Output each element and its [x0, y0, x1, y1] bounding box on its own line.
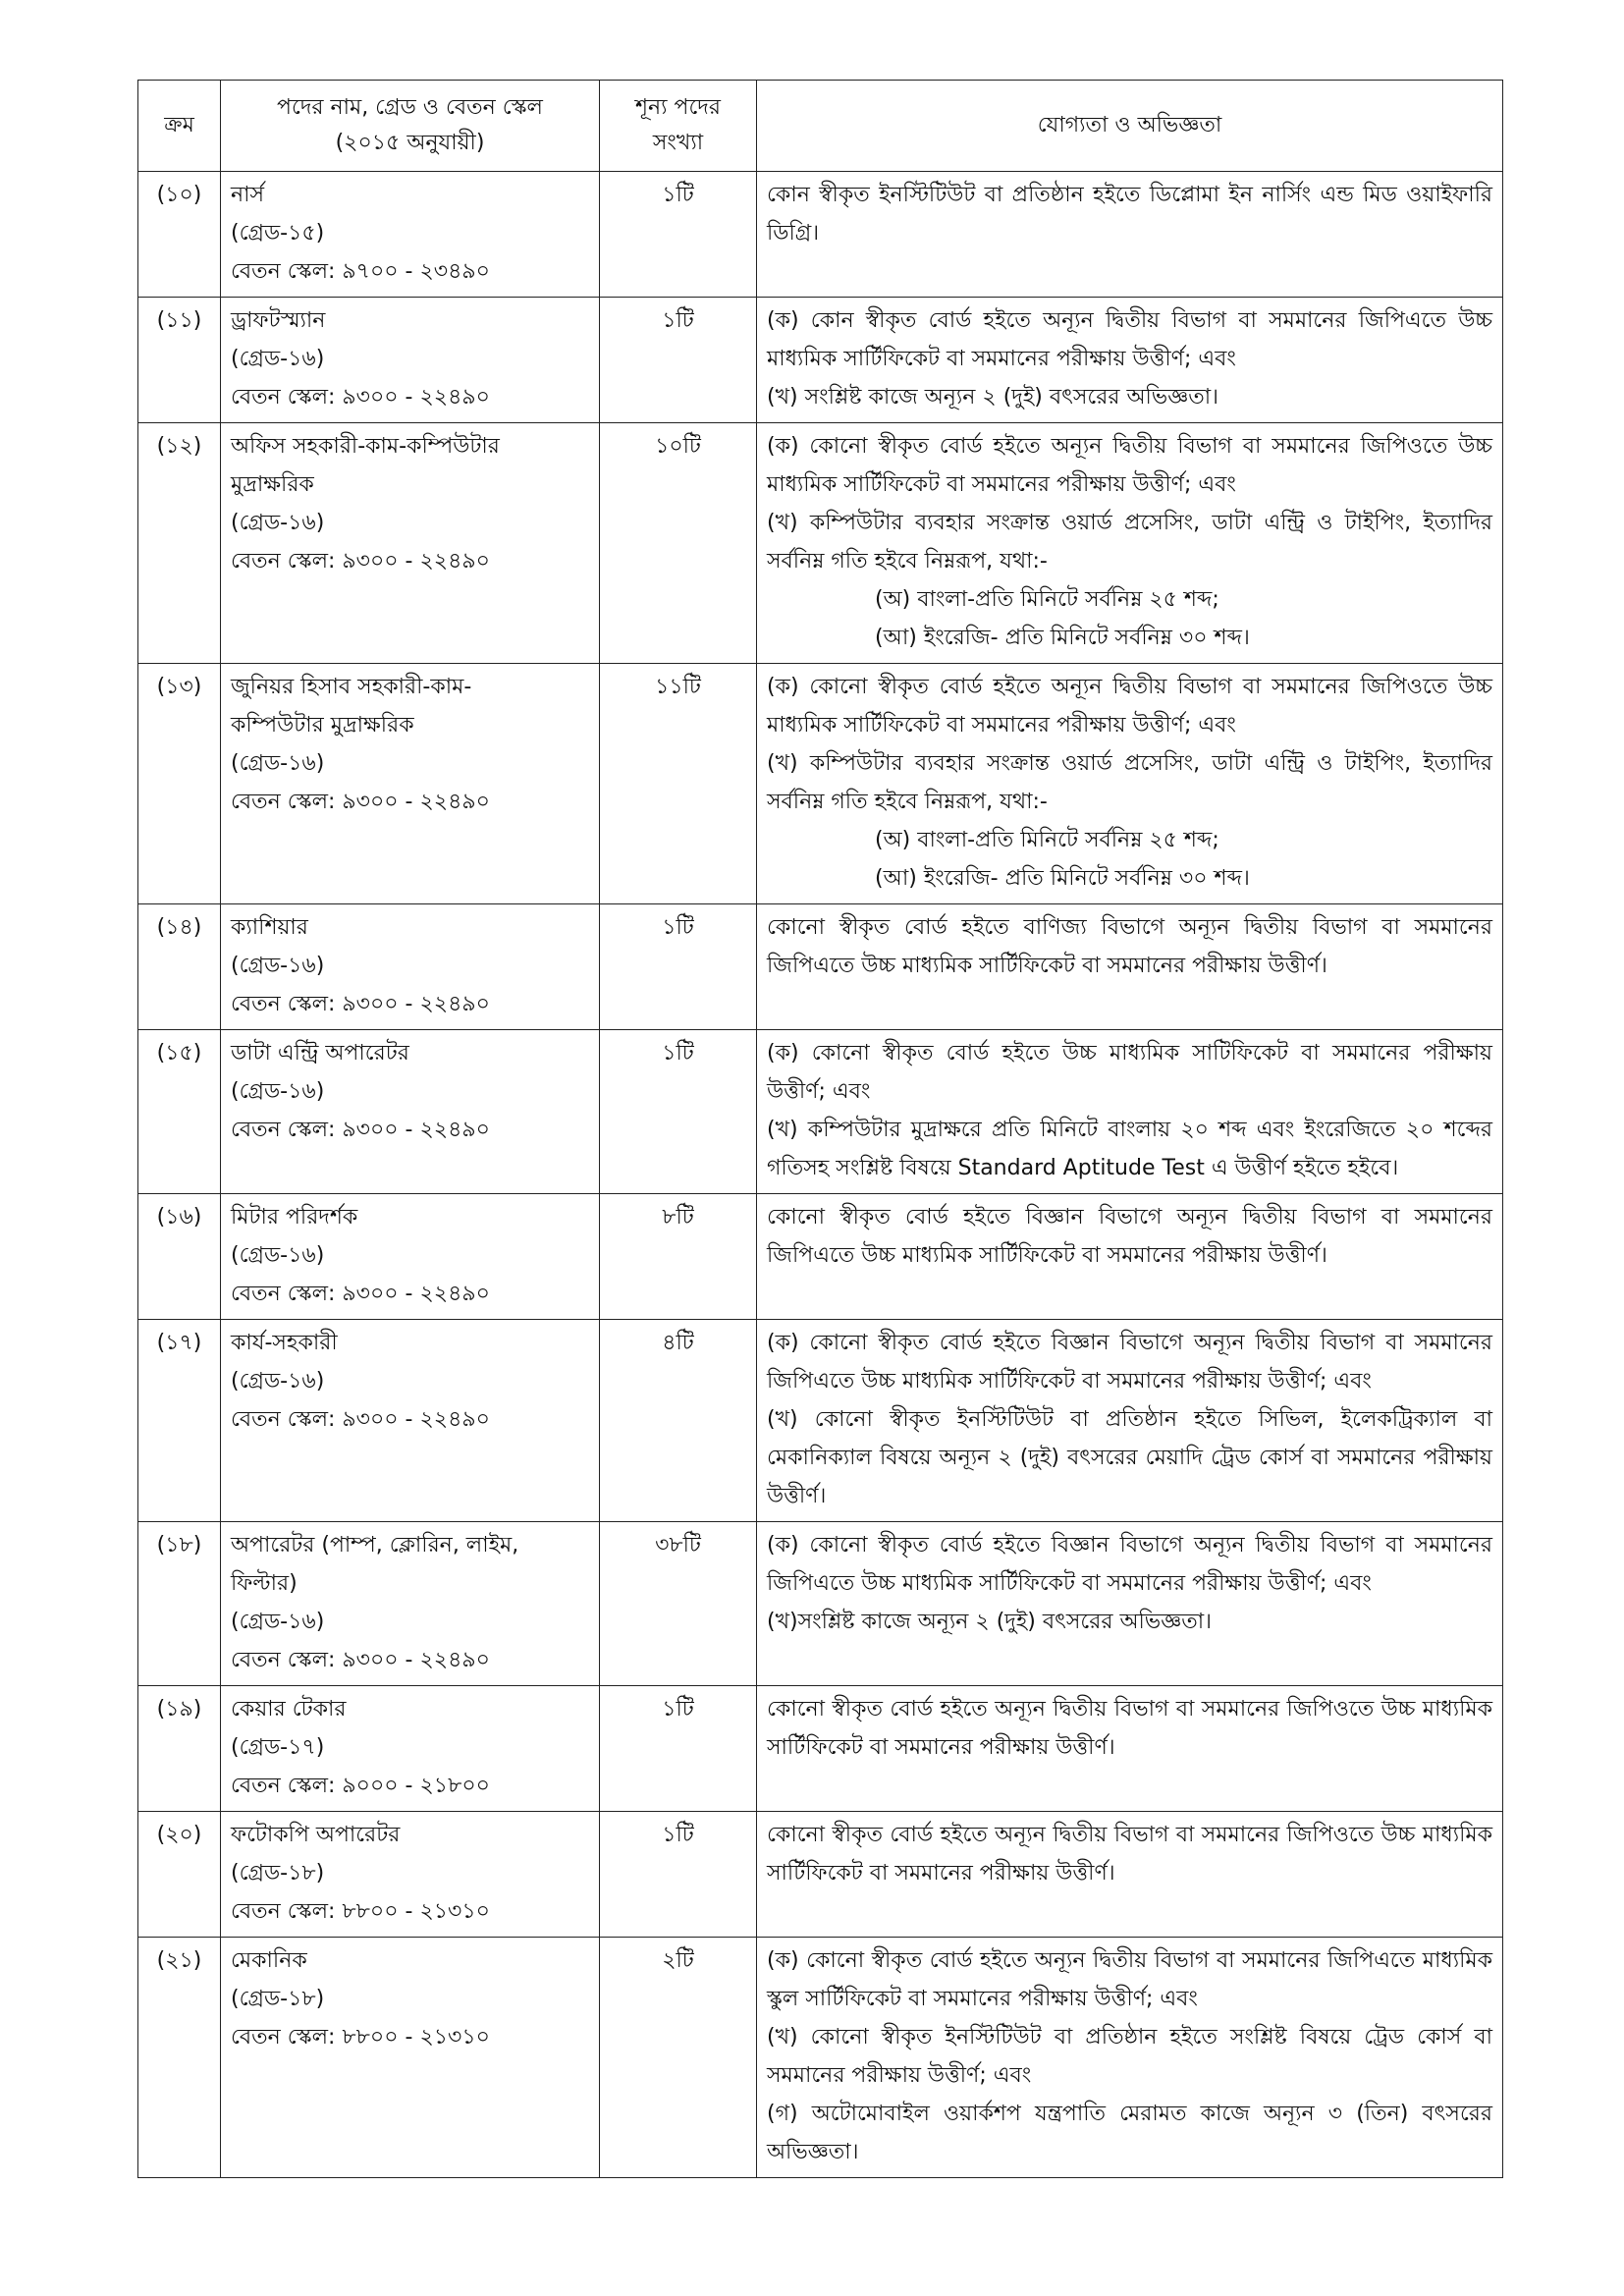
row-serial: (১৬) — [138, 1194, 221, 1320]
post-line: বেতন স্কেল: ৯৭০০ - ২৩৪৯০ — [231, 259, 490, 284]
header-count-line: সংখ্যা — [652, 131, 704, 155]
post-line: (গ্রেড-১৬) — [231, 347, 325, 371]
post-line: বেতন স্কেল: ৯৩০০ - ২২৪৯০ — [231, 790, 490, 814]
post-line: (গ্রেড-১৬) — [231, 511, 325, 535]
row-post — [221, 172, 600, 298]
header-post — [221, 81, 600, 172]
row-qualification — [757, 664, 1503, 904]
header-serial: ক্রম — [138, 81, 221, 172]
post-line: বেতন স্কেল: ৯৩০০ - ২২৪৯০ — [231, 549, 490, 574]
row-serial: (১৪) — [138, 904, 221, 1030]
table-row — [138, 172, 1503, 298]
qualification-paragraph: (খ) কম্পিউটার মুদ্রাক্ষরে প্রতি মিনিটে বাংলায় ২০ শব্দ এবং ইংরেজিতে ২০ শব্দের গতিসহ সংশ্লিষ্ট বিষয়ে Standard Aptitude Test এ উত্তীর্ণ হইতে হইবে। — [767, 1118, 1492, 1180]
row-serial: (২১) — [138, 1938, 221, 2178]
row-post — [221, 298, 600, 423]
row-post — [221, 1812, 600, 1938]
row-vacancy-count: ১টি — [600, 1812, 757, 1938]
post-line: ফিল্টার) — [231, 1571, 298, 1596]
table-row — [138, 423, 1503, 664]
qualification-paragraph: (ক) কোনো স্বীকৃত বোর্ড হইতে অন্যূন দ্বিতীয় বিভাগ বা সমমানের জিপিওতে উচ্চ মাধ্যমিক সার্টিফিকেট বা সমমানের পরীক্ষায় উত্তীর্ণ; এবং — [767, 434, 1492, 497]
post-line: মেকানিক — [231, 1948, 307, 1973]
qualification-paragraph: কোনো স্বীকৃত বোর্ড হইতে বিজ্ঞান বিভাগে অন্যূন দ্বিতীয় বিভাগ বা সমমানের জিপিএতে উচ্চ মাধ্যমিক সার্টিফিকেট বা সমমানের পরীক্ষায় উত্তীর্ণ। — [767, 1205, 1492, 1268]
post-line: জুনিয়র হিসাব সহকারী-কাম- — [231, 675, 472, 699]
row-serial: (১৭) — [138, 1320, 221, 1522]
qualification-paragraph: কোনো স্বীকৃত বোর্ড হইতে অন্যূন দ্বিতীয় বিভাগ বা সমমানের জিপিওতে উচ্চ মাধ্যমিক সার্টিফিকেট বা সমমানের পরীক্ষায় উত্তীর্ণ। — [767, 1823, 1492, 1886]
post-line: কম্পিউটার মুদ্রাক্ষরিক — [231, 713, 414, 738]
row-vacancy-count: ৪টি — [600, 1320, 757, 1522]
row-post — [221, 904, 600, 1030]
qualification-paragraph: (ক) কোনো স্বীকৃত বোর্ড হইতে অন্যূন দ্বিতীয় বিভাগ বা সমমানের জিপিওতে উচ্চ মাধ্যমিক সার্টিফিকেট বা সমমানের পরীক্ষায় উত্তীর্ণ; এবং — [767, 675, 1492, 738]
post-line: বেতন স্কেল: ৮৮০০ - ২১৩১০ — [231, 2025, 490, 2050]
post-line: বেতন স্কেল: ৯৩০০ - ২২৪৯০ — [231, 1648, 490, 1672]
post-line: (গ্রেড-১৮) — [231, 1987, 325, 2011]
qualification-subitem: (আ) ইংরেজি- প্রতি মিনিটে সর্বনিম্ন ৩০ শব্দ। — [875, 626, 1250, 650]
post-line: বেতন স্কেল: ৯০০০ - ২১৮০০ — [231, 1774, 490, 1798]
post-line: বেতন স্কেল: ৮৮০০ - ২১৩১০ — [231, 1899, 490, 1924]
row-vacancy-count: ৮টি — [600, 1194, 757, 1320]
row-qualification — [757, 1812, 1503, 1938]
row-qualification — [757, 1030, 1503, 1194]
post-line: বেতন স্কেল: ৯৩০০ - ২২৪৯০ — [231, 1407, 490, 1432]
row-qualification — [757, 1686, 1503, 1812]
table-row — [138, 1320, 1503, 1522]
row-vacancy-count: ১১টি — [600, 664, 757, 904]
qualification-paragraph: (ক) কোনো স্বীকৃত বোর্ড হইতে বিজ্ঞান বিভাগে অন্যূন দ্বিতীয় বিভাগ বা সমমানের জিপিএতে উচ্চ মাধ্যমিক সার্টিফিকেট বা সমমানের পরীক্ষায় উত্তীর্ণ; এবং — [767, 1533, 1492, 1596]
qualification-paragraph: (খ) কোনো স্বীকৃত ইনস্টিটিউট বা প্রতিষ্ঠান হইতে সিভিল, ইলেকট্রিক্যাল বা মেকানিক্যাল বিষয়ে অন্যূন ২ (দুই) বৎসরের মেয়াদি ট্রেড কোর্স বা সমমানের পরীক্ষায় উত্তীর্ণ। — [767, 1407, 1492, 1508]
row-vacancy-count: ২টি — [600, 1938, 757, 2178]
post-line: (গ্রেড-১৬) — [231, 1079, 325, 1104]
qualification-paragraph: কোনো স্বীকৃত বোর্ড হইতে বাণিজ্য বিভাগে অন্যূন দ্বিতীয় বিভাগ বা সমমানের জিপিএতে উচ্চ মাধ্যমিক সার্টিফিকেট বা সমমানের পরীক্ষায় উত্তীর্ণ। — [767, 915, 1492, 978]
qualification-paragraph: কোনো স্বীকৃত বোর্ড হইতে অন্যূন দ্বিতীয় বিভাগ বা সমমানের জিপিওতে উচ্চ মাধ্যমিক সার্টিফিকেট বা সমমানের পরীক্ষায় উত্তীর্ণ। — [767, 1697, 1492, 1760]
row-vacancy-count: ১টি — [600, 172, 757, 298]
post-line: বেতন স্কেল: ৯৩০০ - ২২৪৯০ — [231, 1118, 490, 1142]
table-row — [138, 664, 1503, 904]
qualification-subitem: (আ) ইংরেজি- প্রতি মিনিটে সর্বনিম্ন ৩০ শব্দ। — [875, 866, 1250, 891]
row-post — [221, 1320, 600, 1522]
table-row — [138, 1194, 1503, 1320]
qualification-paragraph: (ক) কোনো স্বীকৃত বোর্ড হইতে বিজ্ঞান বিভাগে অন্যূন দ্বিতীয় বিভাগ বা সমমানের জিপিএতে উচ্চ মাধ্যমিক সার্টিফিকেট বা সমমানের পরীক্ষায় উত্তীর্ণ; এবং — [767, 1331, 1492, 1394]
row-vacancy-count: ১টি — [600, 298, 757, 423]
qualification-paragraph: (খ) কম্পিউটার ব্যবহার সংক্রান্ত ওয়ার্ড প্রসেসিং, ডাটা এন্ট্রি ও টাইপিং, ইত্যাদির সর্বনিম্ন গতি হইবে নিম্নরূপ, যথা:- — [767, 751, 1492, 814]
row-post — [221, 1030, 600, 1194]
row-post — [221, 1938, 600, 2178]
row-vacancy-count: ১টি — [600, 1030, 757, 1194]
row-post — [221, 1522, 600, 1686]
qualification-paragraph: (খ) কম্পিউটার ব্যবহার সংক্রান্ত ওয়ার্ড প্রসেসিং, ডাটা এন্ট্রি ও টাইপিং, ইত্যাদির সর্বনিম্ন গতি হইবে নিম্নরূপ, যথা:- — [767, 511, 1492, 574]
row-post — [221, 1686, 600, 1812]
post-line: অফিস সহকারী-কাম-কম্পিউটার — [231, 434, 500, 459]
post-line: (গ্রেড-১৬) — [231, 751, 325, 776]
header-qualification: যোগ্যতা ও অভিজ্ঞতা — [757, 81, 1503, 172]
table-row — [138, 1030, 1503, 1194]
post-line: অপারেটর (পাম্প, ক্লোরিন, লাইম, — [231, 1533, 519, 1558]
row-post — [221, 1194, 600, 1320]
post-line: ড্রাফটস্ম্যান — [231, 308, 326, 333]
row-vacancy-count: ১টি — [600, 904, 757, 1030]
post-line: (গ্রেড-১৬) — [231, 954, 325, 978]
row-qualification — [757, 1320, 1503, 1522]
header-count — [600, 81, 757, 172]
row-post — [221, 423, 600, 664]
qualification-paragraph: কোন স্বীকৃত ইনস্টিটিউট বা প্রতিষ্ঠান হইতে ডিপ্লোমা ইন নার্সিং এন্ড মিড ওয়াইফারি ডিগ্রি। — [767, 183, 1492, 246]
table-row — [138, 1686, 1503, 1812]
post-line: (গ্রেড-১৫) — [231, 221, 325, 246]
row-serial: (১৩) — [138, 664, 221, 904]
qualification-paragraph: (ক) কোনো স্বীকৃত বোর্ড হইতে অন্যূন দ্বিতীয় বিভাগ বা সমমানের জিপিএতে মাধ্যমিক স্কুল সার্টিফিকেট বা সমমানের পরীক্ষায় উত্তীর্ণ; এবং — [767, 1948, 1492, 2011]
row-vacancy-count: ১০টি — [600, 423, 757, 664]
table-row — [138, 904, 1503, 1030]
qualification-paragraph: (গ) অটোমোবাইল ওয়ার্কশপ যন্ত্রপাতি মেরামত কাজে অন্যূন ৩ (তিন) বৎসরের অভিজ্ঞতা। — [767, 2102, 1492, 2164]
row-serial: (১৯) — [138, 1686, 221, 1812]
qualification-paragraph: (খ) সংশ্লিষ্ট কাজে অন্যূন ২ (দুই) বৎসরের অভিজ্ঞতা। — [767, 385, 1219, 410]
post-line: ডাটা এন্ট্রি অপারেটর — [231, 1041, 409, 1066]
post-line: বেতন স্কেল: ৯৩০০ - ২২৪৯০ — [231, 385, 490, 410]
header-post-line: (২০১৫ অনুযায়ী) — [335, 131, 485, 155]
table-row — [138, 1812, 1503, 1938]
table-header-row — [138, 81, 1503, 172]
table-row — [138, 298, 1503, 423]
qualification-subitem: (অ) বাংলা-প্রতি মিনিটে সর্বনিম্ন ২৫ শব্দ; — [875, 828, 1219, 852]
post-line: ফটোকপি অপারেটর — [231, 1823, 401, 1847]
qualification-paragraph: (খ)সংশ্লিষ্ট কাজে অন্যূন ২ (দুই) বৎসরের অভিজ্ঞতা। — [767, 1610, 1213, 1634]
row-vacancy-count: ১টি — [600, 1686, 757, 1812]
post-line: (গ্রেড-১৬) — [231, 1369, 325, 1394]
qualification-table — [137, 80, 1503, 2178]
post-line: (গ্রেড-১৮) — [231, 1861, 325, 1886]
qualification-paragraph: (ক) কোন স্বীকৃত বোর্ড হইতে অন্যূন দ্বিতীয় বিভাগ বা সমমানের জিপিএতে উচ্চ মাধ্যমিক সার্টিফিকেট বা সমমানের পরীক্ষায় উত্তীর্ণ; এবং — [767, 308, 1492, 371]
row-qualification — [757, 904, 1503, 1030]
post-line: মিটার পরিদর্শক — [231, 1205, 358, 1230]
row-qualification — [757, 298, 1503, 423]
post-line: বেতন স্কেল: ৯৩০০ - ২২৪৯০ — [231, 992, 490, 1016]
header-post-line: পদের নাম, গ্রেড ও বেতন স্কেল — [277, 95, 543, 120]
table-body — [138, 172, 1503, 2178]
post-line: (গ্রেড-১৬) — [231, 1610, 325, 1634]
post-line: মুদ্রাক্ষরিক — [231, 472, 314, 497]
row-serial: (২০) — [138, 1812, 221, 1938]
row-qualification — [757, 423, 1503, 664]
qualification-paragraph: (ক) কোনো স্বীকৃত বোর্ড হইতে উচ্চ মাধ্যমিক সাটিফিকেট বা সমমানের পরীক্ষায় উত্তীর্ণ; এবং — [767, 1041, 1492, 1104]
row-serial: (১২) — [138, 423, 221, 664]
row-serial: (১৮) — [138, 1522, 221, 1686]
post-line: কার্য-সহকারী — [231, 1331, 338, 1355]
post-line: ক্যাশিয়ার — [231, 915, 308, 940]
row-qualification — [757, 1522, 1503, 1686]
header-count-line: শূন্য পদের — [635, 95, 721, 120]
post-line: নার্স — [231, 183, 265, 207]
row-serial: (১৫) — [138, 1030, 221, 1194]
row-serial: (১১) — [138, 298, 221, 423]
post-line: বেতন স্কেল: ৯৩০০ - ২২৪৯০ — [231, 1282, 490, 1306]
table-row — [138, 1938, 1503, 2178]
post-line: কেয়ার টেকার — [231, 1697, 347, 1722]
post-line: (গ্রেড-১৬) — [231, 1243, 325, 1268]
qualification-paragraph: (খ) কোনো স্বীকৃত ইনস্টিটিউট বা প্রতিষ্ঠান হইতে সংশ্লিষ্ট বিষয়ে ট্রেড কোর্স বা সমমানের পরীক্ষায় উত্তীর্ণ; এবং — [767, 2025, 1492, 2088]
post-line: (গ্রেড-১৭) — [231, 1735, 325, 1760]
row-qualification — [757, 1194, 1503, 1320]
row-post — [221, 664, 600, 904]
table-row — [138, 1522, 1503, 1686]
row-qualification — [757, 172, 1503, 298]
qualification-subitem: (অ) বাংলা-প্রতি মিনিটে সর্বনিম্ন ২৫ শব্দ; — [875, 587, 1219, 612]
row-qualification — [757, 1938, 1503, 2178]
row-vacancy-count: ৩৮টি — [600, 1522, 757, 1686]
row-serial: (১০) — [138, 172, 221, 298]
